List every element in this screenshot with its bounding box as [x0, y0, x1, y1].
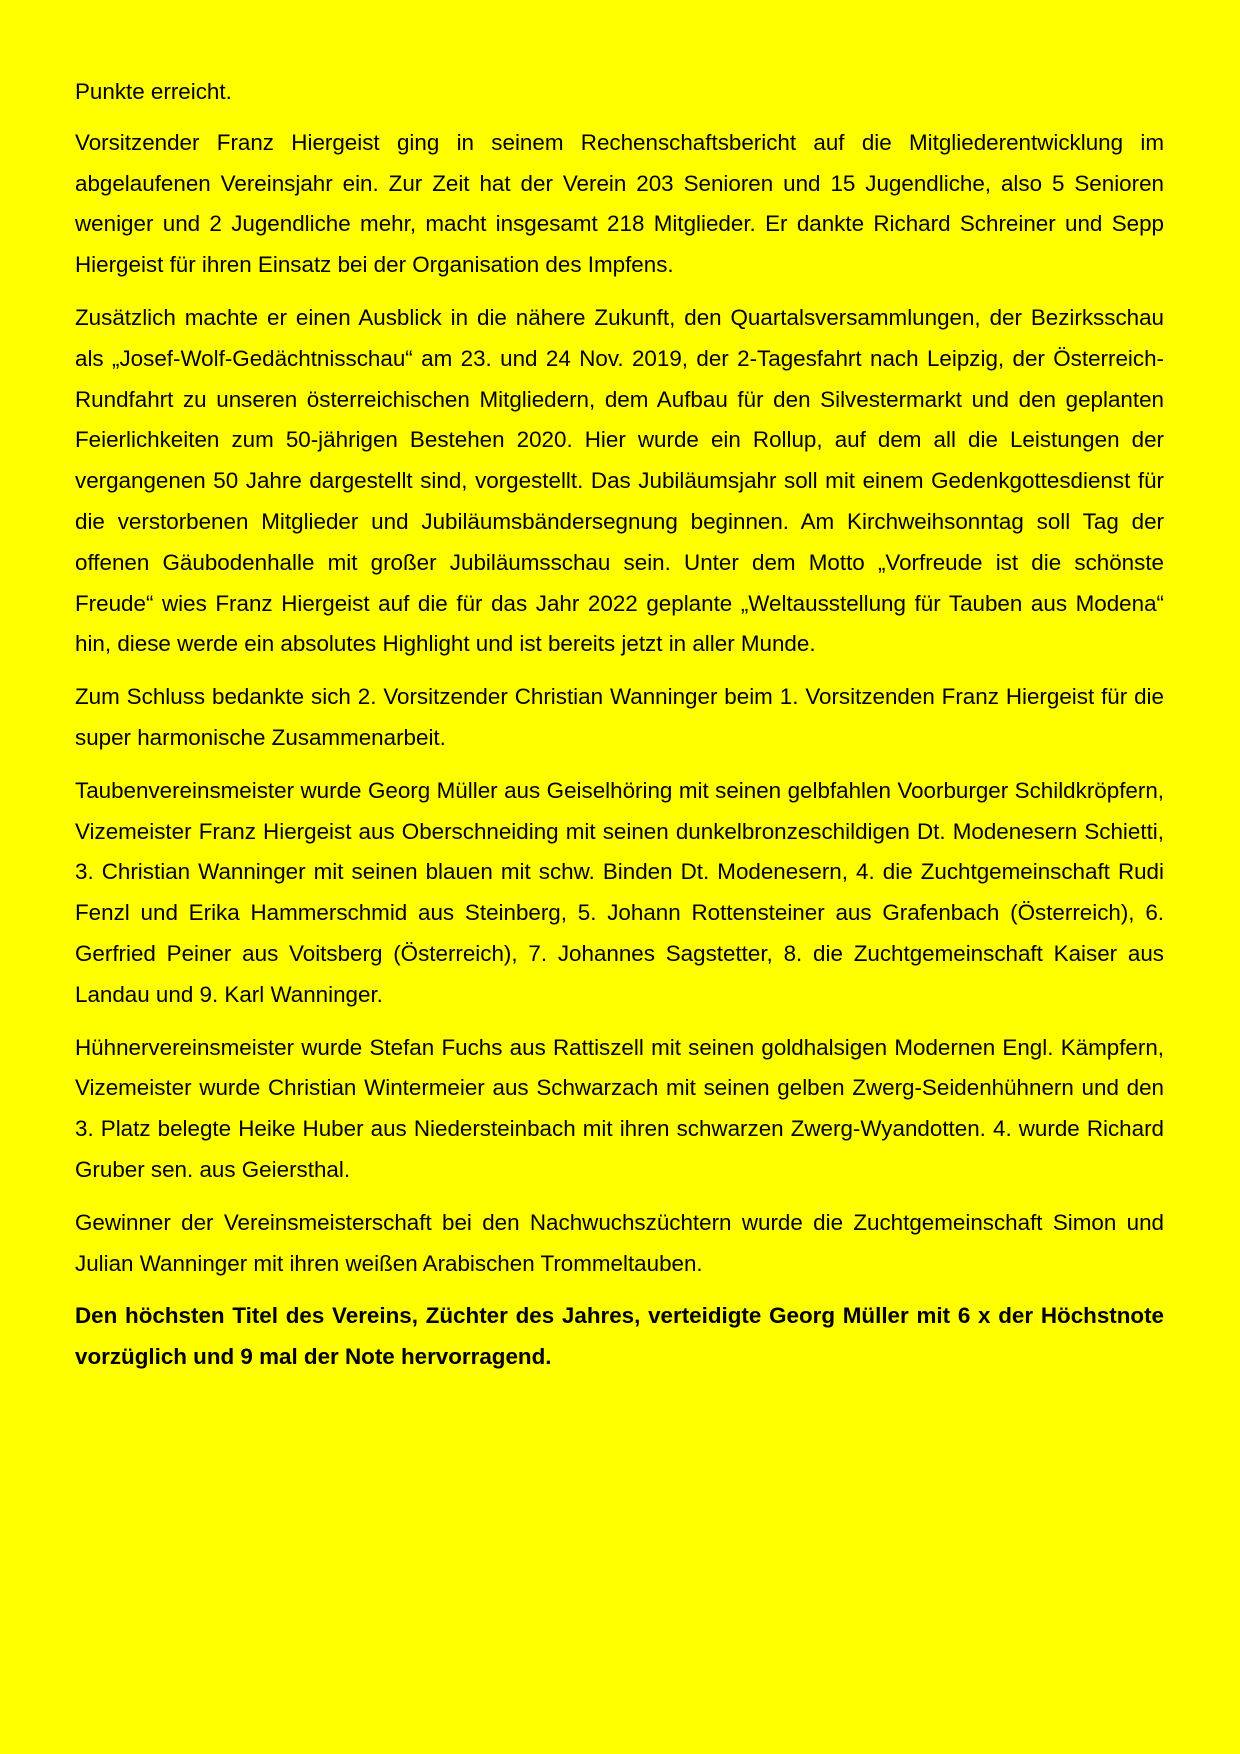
paragraph-poultry-champions: Hühnervereinsmeister wurde Stefan Fuchs aus Rattiszell mit seinen goldhalsigen Modernen Engl. Kämpfern, Vizemeister wurde Christian Wintermeier aus Schwarzach mit seinen gelben Zwerg-Seidenhühnern und den 3. Platz belegte Heike Huber aus Niedersteinbach mit ihren schwarzen Zwerg-Wyandotten. 4. wurde Richard Gruber sen. aus Geiersthal. [75, 1034, 1164, 1182]
paragraph-continuation: Punkte erreicht. [75, 79, 232, 104]
paragraph-youth-champions: Gewinner der Vereinsmeisterschaft bei den Nachwuchszüchtern wurde die Zuchtgemeinschaft Simon und Julian Wanninger mit ihren weißen Arabischen Trommeltauben. [75, 1209, 1164, 1276]
paragraph-breeder-of-the-year: Den höchsten Titel des Vereins, Züchter des Jahres, verteidigte Georg Müller mit 6 x der Höchstnote vorzüglich und 9 mal der Note hervorragend. [75, 1303, 1164, 1370]
paragraph-pigeon-champions: Taubenvereinsmeister wurde Georg Müller aus Geiselhöring mit seinen gelbfahlen Voorburger Schildkröpfern, Vizemeister Franz Hiergeist aus Oberschneiding mit seinen dunkelbronzeschildigen Dt. Modenesern Schietti, 3. Christian Wanninger mit seinen blauen mit schw. Binden Dt. Modenesern, 4. die Zuchtgemeinschaft Rudi Fenzl und Erika Hammerschmid aus Steinberg, 5. Johann Rottensteiner aus Grafenbach (Österreich), 6. Gerfried Peiner aus Voitsberg (Österreich), 7. Johannes Sagstetter, 8. die Zuchtgemeinschaft Kaiser aus Landau und 9. Karl Wanninger. [75, 777, 1164, 1007]
paragraph-outlook: Zusätzlich machte er einen Ausblick in die nähere Zukunft, den Quartalsversammlungen, der Bezirksschau als „Josef-Wolf-Gedächtnisschau“ am 23. und 24 Nov. 2019, der 2-Tagesfahrt nach Leipzig, der Österreich-Rundfahrt zu unseren österreichischen Mitgliedern, dem Aufbau für den Silvestermarkt und den geplanten Feierlichkeiten zum 50-jährigen Bestehen 2020. Hier wurde ein Rollup, auf dem all die Leistungen der vergangenen 50 Jahre dargestellt sind, vorgestellt. Das Jubiläumsjahr soll mit einem Gedenkgottesdienst für die verstorbenen Mitglieder und Jubiläumsbändersegnung beginnen. Am Kirchweihsonntag soll Tag der offenen Gäubodenhalle mit großer Jubiläumsschau sein. Unter dem Motto „Vorfreude ist die schönste Freude“ wies Franz Hiergeist auf die für das Jahr 2022 geplante „Weltausstellung für Tauben aus Modena“ hin, diese werde ein absolutes Highlight und ist bereits jetzt in aller Munde. [75, 304, 1164, 657]
document-page [75, 72, 1164, 1390]
paragraph-membership-report: Vorsitzender Franz Hiergeist ging in seinem Rechenschaftsbericht auf die Mitgliederentwicklung im abgelaufenen Vereinsjahr ein. Zur Zeit hat der Verein 203 Senioren und 15 Jugendliche, also 5 Senioren weniger und 2 Jugendliche mehr, macht insgesamt 218 Mitglieder. Er dankte Richard Schreiner und Sepp Hiergeist für ihren Einsatz bei der Organisation des Impfens. [75, 129, 1164, 278]
paragraph-thanks: Zum Schluss bedankte sich 2. Vorsitzender Christian Wanninger beim 1. Vorsitzenden Franz Hiergeist für die super harmonische Zusammenarbeit. [75, 684, 1164, 750]
